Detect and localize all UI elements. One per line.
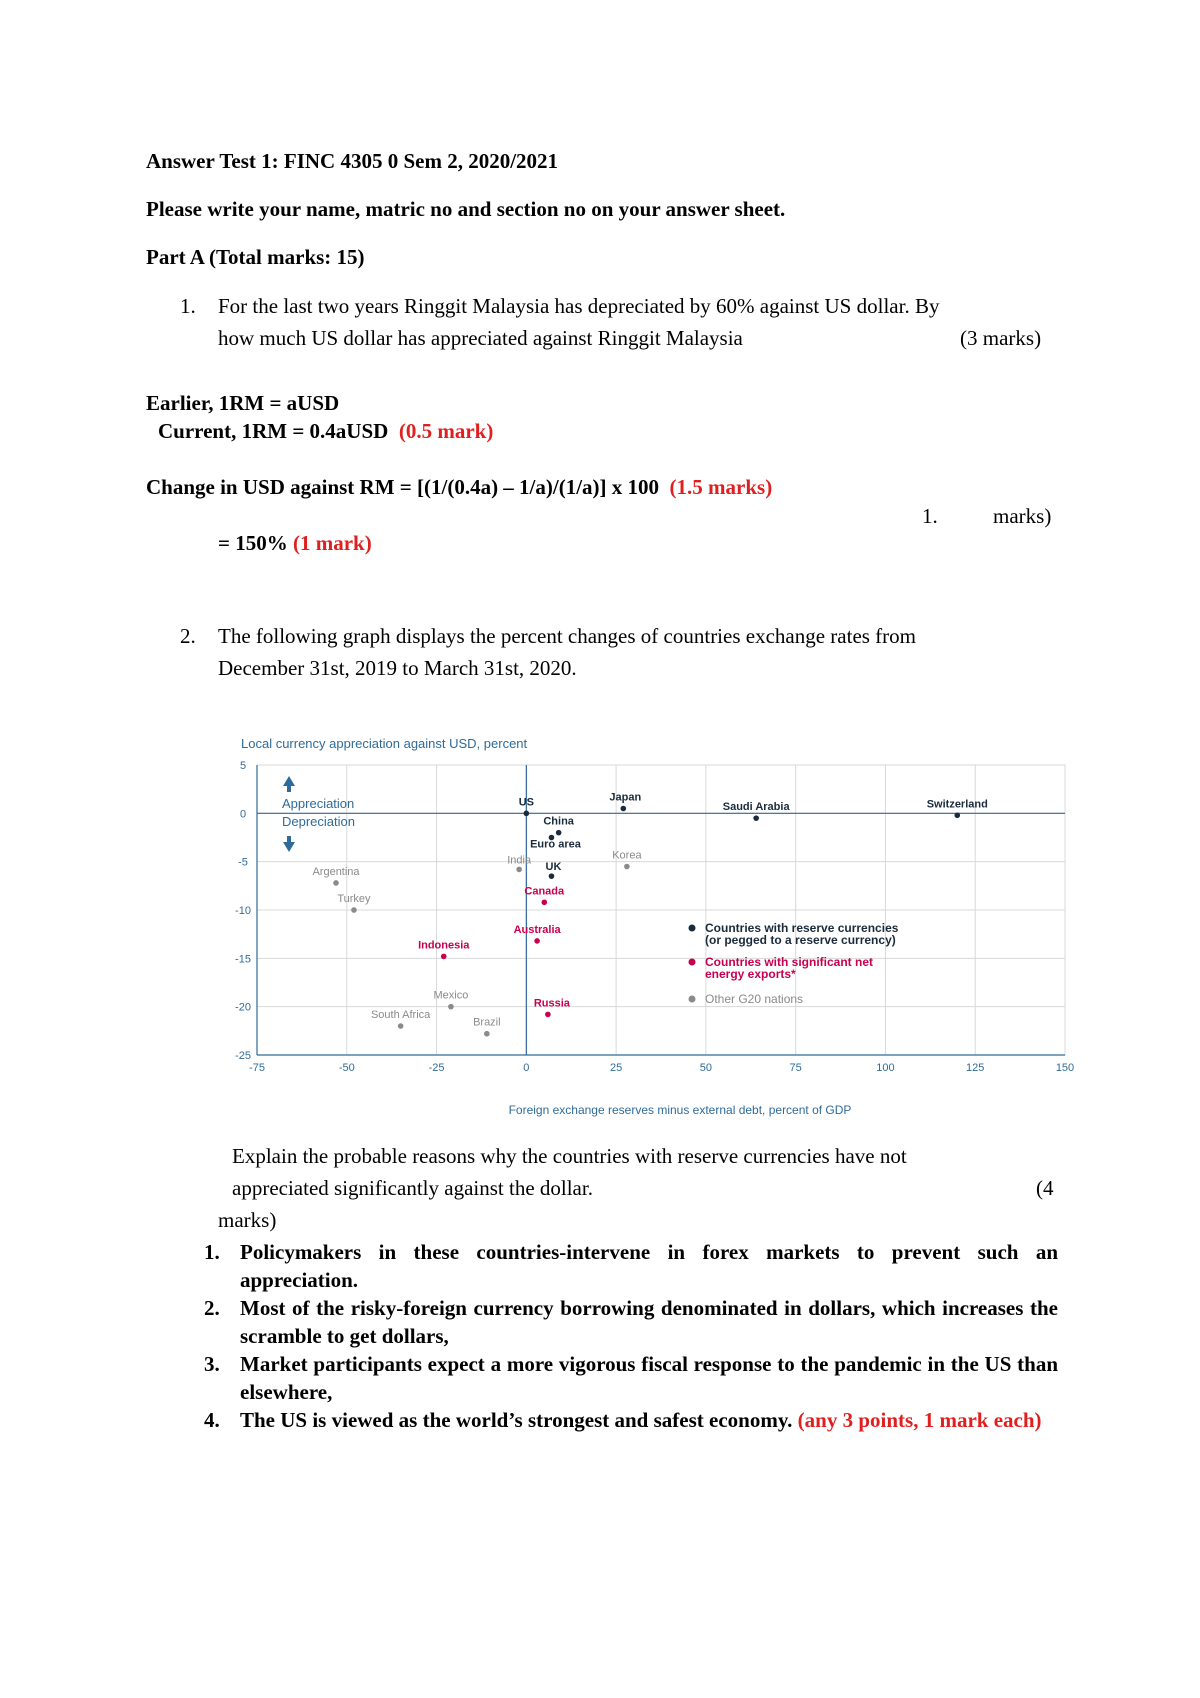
up-arrow-icon — [283, 776, 295, 792]
answer-text: Most of the risky-foreign currency borrowing denominated in dollars, which increases the scramble to get dollars, — [240, 1296, 1058, 1348]
chart-title: Local currency appreciation against USD, percent — [241, 736, 528, 751]
y-tick-label: -10 — [235, 905, 251, 917]
data-point-indonesia — [441, 954, 447, 960]
data-point-uk — [549, 873, 555, 879]
answer-number: 2. — [204, 1296, 220, 1320]
data-point-india — [516, 867, 522, 873]
answer-number: 1. — [204, 1240, 220, 1264]
x-axis-label: Foreign exchange reserves minus external debt, percent of GDP — [508, 1103, 852, 1117]
appreciation-label: Appreciation — [282, 796, 355, 811]
point-label: Canada — [524, 885, 565, 898]
part-heading: Part A (Total marks: 15) — [146, 245, 365, 269]
data-point-us — [524, 811, 530, 817]
q2-explain-marks-cont: marks) — [218, 1208, 277, 1232]
x-tick-label: 50 — [699, 1062, 713, 1074]
point-label: Japan — [609, 791, 642, 804]
q1-result-text: = 150% — [218, 531, 288, 555]
point-label: South Africa — [370, 1009, 431, 1021]
q1-current-mark: (0.5 mark) — [398, 419, 494, 443]
y-tick-label: -20 — [235, 1001, 251, 1014]
chart-legend — [689, 921, 899, 1006]
q1-line1: For the last two years Ringgit Malaysia has depreciated by 60% against US dollar. By — [218, 294, 940, 318]
q1-marks: (3 marks) — [960, 326, 1042, 350]
x-tick-label: 125 — [966, 1062, 985, 1074]
point-label: Switzerland — [926, 798, 988, 811]
legend-text: energy exports* — [705, 967, 796, 981]
answer-item-4 — [204, 1406, 1058, 1434]
data-point-korea — [624, 864, 630, 870]
data-point-russia — [545, 1012, 551, 1018]
data-point-china — [556, 830, 562, 836]
answer-text: Policymakers in these countries-intervene in forex markets to prevent such an appreciation. — [240, 1240, 1058, 1292]
point-label: Brazil — [473, 1016, 501, 1029]
legend-marker — [689, 959, 696, 966]
legend-marker — [689, 996, 696, 1003]
x-tick-label: 25 — [609, 1062, 623, 1074]
q2-line1: The following graph displays the percent changes of countries exchange rates from — [218, 624, 917, 648]
x-tick-label: -75 — [249, 1062, 265, 1074]
q1-change-mark: (1.5 marks) — [669, 475, 773, 499]
q1-line2: how much US dollar has appreciated against Ringgit Malaysia — [218, 326, 743, 350]
x-tick-label: 100 — [876, 1062, 895, 1074]
q2-explain-line2: appreciated significantly against the dollar. — [232, 1176, 593, 1200]
chart-points — [312, 792, 987, 1037]
point-label: Mexico — [433, 989, 469, 1002]
q1-earlier: Earlier, 1RM = aUSD — [146, 391, 340, 415]
depreciation-label: Depreciation — [282, 814, 355, 829]
answer-note: (any 3 points, 1 mark each) — [797, 1408, 1042, 1432]
point-label: India — [507, 854, 532, 867]
x-tick-label: 0 — [523, 1062, 530, 1074]
data-point-argentina — [333, 880, 339, 886]
x-tick-label: -25 — [428, 1062, 445, 1074]
q2-explain-marks: (4 — [1036, 1176, 1054, 1200]
data-point-japan — [620, 806, 626, 812]
data-point-saudi-arabia — [753, 815, 759, 821]
answer-number: 4. — [204, 1408, 220, 1432]
answer-item-2 — [204, 1294, 1058, 1350]
data-point-turkey — [351, 907, 357, 913]
point-label: Euro area — [530, 838, 581, 851]
data-point-mexico — [448, 1004, 454, 1010]
page-title: Answer Test 1: FINC 4305 0 Sem 2, 2020/2021 — [146, 149, 559, 173]
x-tick-label: 75 — [789, 1062, 802, 1074]
q1-change — [146, 472, 772, 502]
q1-current — [158, 416, 493, 446]
data-point-canada — [541, 899, 547, 905]
point-label: Russia — [533, 997, 570, 1010]
answer-list — [204, 1238, 1058, 1434]
instruction: Please write your name, matric no and section no on your answer sheet. — [146, 197, 786, 221]
data-point-switzerland — [954, 812, 960, 818]
q2-line2: December 31st, 2019 to March 31st, 2020. — [218, 656, 577, 680]
data-point-brazil — [484, 1031, 490, 1037]
legend-text: Countries with significant net — [705, 955, 874, 969]
y-tick-label: -15 — [235, 953, 251, 966]
point-label: Saudi Arabia — [722, 801, 790, 814]
point-label: US — [518, 796, 534, 809]
q1-result — [218, 528, 372, 558]
point-label: Indonesia — [418, 939, 470, 952]
legend-text: (or pegged to a reserve currency) — [705, 933, 896, 947]
q1-result-mark: (1 mark) — [292, 531, 372, 555]
point-label: UK — [545, 861, 562, 874]
x-tick-label: 150 — [1055, 1062, 1075, 1074]
q2-number: 2. — [180, 624, 196, 648]
point-label: China — [543, 815, 574, 828]
answer-number: 3. — [204, 1352, 220, 1376]
y-tick-label: -5 — [238, 856, 248, 869]
chart-annotations — [282, 776, 355, 852]
q2-explain-line1: Explain the probable reasons why the countries with reserve currencies have not — [232, 1144, 907, 1168]
legend-text: Other G20 nations — [705, 992, 804, 1006]
y-tick-label: -25 — [235, 1050, 251, 1062]
down-arrow-icon — [283, 836, 295, 852]
q1-stray-number: 1. — [922, 504, 938, 528]
legend-text: Countries with reserve currencies — [705, 921, 899, 935]
q1-stray-marks: marks) — [993, 504, 1052, 528]
answer-text: The US is viewed as the world’s strongest and safest economy. — [240, 1408, 793, 1432]
answer-item-1 — [204, 1238, 1058, 1294]
q1-current-text: Current, 1RM = 0.4aUSD — [158, 419, 389, 443]
y-tick-label: 0 — [239, 808, 247, 821]
q1-change-text: Change in USD against RM = [(1/(0.4a) – 1/a)/(1/a)] x 100 — [146, 475, 660, 499]
data-point-south-africa — [398, 1023, 404, 1029]
y-tick-label: 5 — [239, 760, 247, 772]
data-point-australia — [534, 938, 540, 944]
q1-number: 1. — [180, 294, 196, 318]
x-tick-label: -50 — [338, 1062, 355, 1074]
point-label: Korea — [612, 849, 642, 862]
answer-text: Market participants expect a more vigorous fiscal response to the pandemic in the US than elsewhere, — [240, 1352, 1058, 1404]
exchange-rate-chart — [235, 730, 1075, 1120]
point-label: Argentina — [312, 865, 360, 878]
answer-item-3 — [204, 1350, 1058, 1406]
point-label: Australia — [513, 923, 561, 936]
legend-marker — [689, 925, 696, 932]
point-label: Turkey — [337, 893, 371, 905]
